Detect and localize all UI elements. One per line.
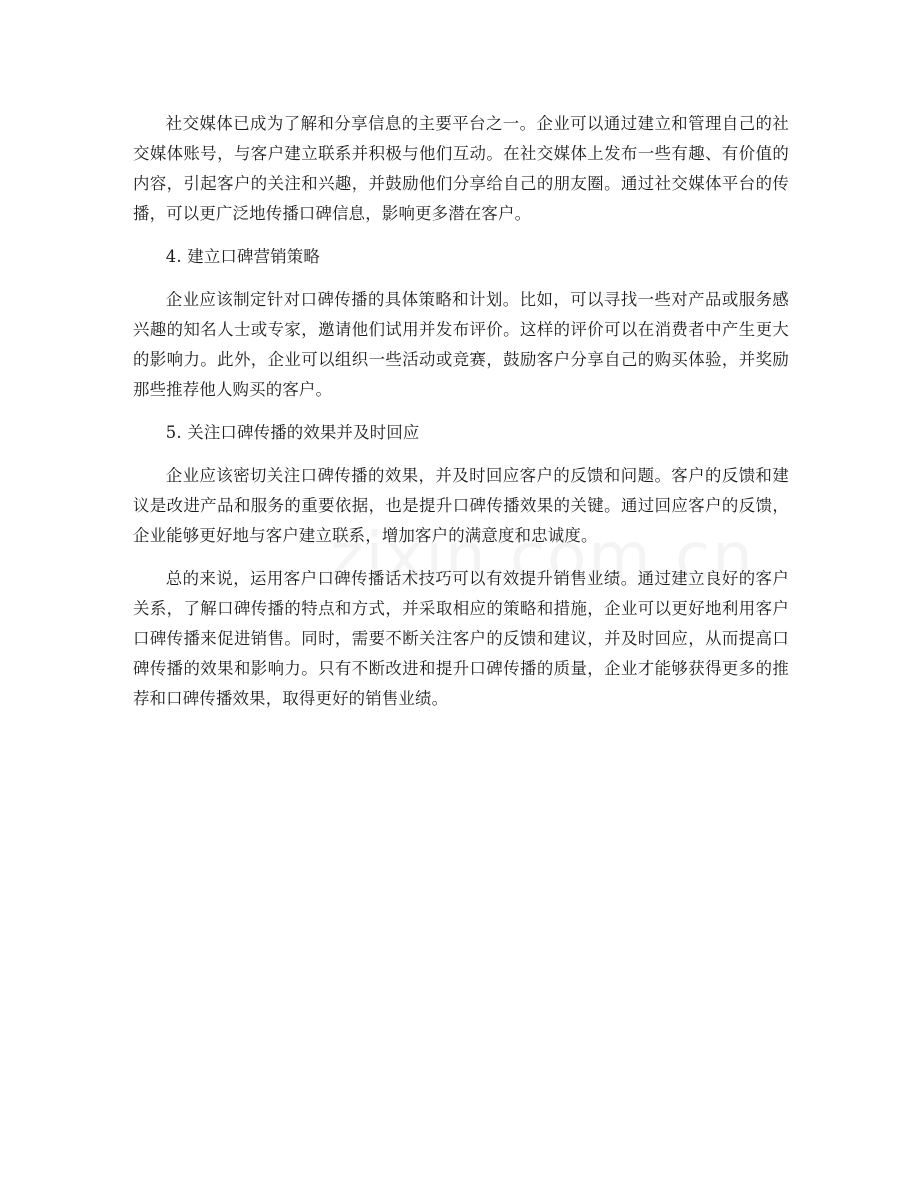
section-heading-4: 4. 建立口碑营销策略 (165, 247, 320, 266)
paragraph-feedback: 企业应该密切关注口碑传播的效果，并及时回应客户的反馈和问题。客户的反馈和建议是改进产品和服务的重要依据，也是提升口碑传播效果的关键。通过回应客户的反馈，企业能够更好地与客户建立联系，增加客户的满意度和忠诚度。 (133, 466, 789, 545)
spacer (133, 551, 789, 564)
spacer (133, 272, 789, 285)
document-body (133, 109, 789, 714)
paragraph-social-media: 社交媒体已成为了解和分享信息的主要平台之一。企业可以通过建立和管理自己的社交媒体账号，与客户建立联系并积极与他们互动。在社交媒体上发布一些有趣、有价值的内容，引起客户的关注和兴趣，并鼓励他们分享给自己的朋友圈。通过社交媒体平台的传播，可以更广泛地传播口碑信息，影响更多潜在客户。 (133, 114, 789, 223)
spacer (133, 229, 789, 242)
paragraph-conclusion: 总的来说，运用客户口碑传播话术技巧可以有效提升销售业绩。通过建立良好的客户关系，了解口碑传播的特点和方式，并采取相应的策略和措施，企业可以更好地利用客户口碑传播来促进销售。同时，需要不断关注客户的反馈和建议，并及时回应，从而提高口碑传播的效果和影响力。只有不断改进和提升口碑传播的质量，企业才能够获得更多的推荐和口碑传播效果，取得更好的销售业绩。 (133, 569, 789, 708)
section-heading-5: 5. 关注口碑传播的效果并及时回应 (165, 423, 420, 442)
paragraph-strategy: 企业应该制定针对口碑传播的具体策略和计划。比如，可以寻找一些对产品或服务感兴趣的知名人士或专家，邀请他们试用并发布评价。这样的评价可以在消费者中产生更大的影响力。此外，企业可以组织一些活动或竞赛，鼓励客户分享自己的购买体验，并奖励那些推荐他人购买的客户。 (133, 290, 789, 399)
spacer (133, 405, 789, 418)
spacer (133, 448, 789, 461)
